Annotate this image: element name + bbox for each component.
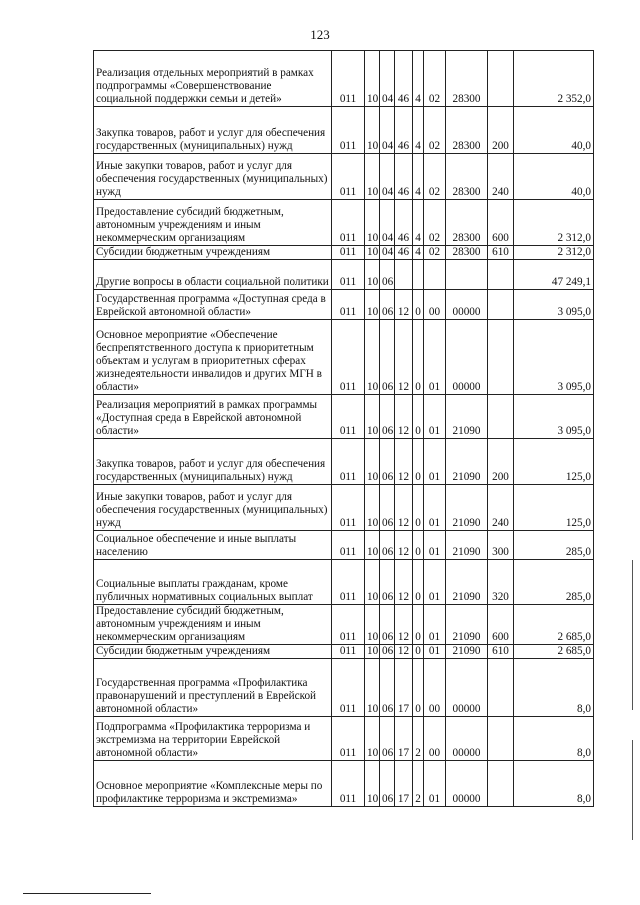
subprogram-code-cell: 0 — [413, 560, 424, 605]
row-name-cell: Государственная программа «Профилактика правонарушений и преступлений в Еврейской автономной области» — [94, 659, 332, 717]
subprogram-code-cell: 4 — [413, 51, 424, 107]
subprogram-code-cell: 0 — [413, 439, 424, 485]
event-code-cell: 01 — [424, 761, 446, 807]
expense-type-cell: 200 — [488, 439, 514, 485]
row-name-cell: Государственная программа «Доступная среда в Еврейской автономной области» — [94, 290, 332, 320]
subprogram-code-cell: 0 — [413, 485, 424, 531]
subprogram-code-cell: 0 — [413, 320, 424, 395]
subsection-code-cell: 06 — [380, 485, 395, 531]
section-code-cell: 10 — [365, 200, 380, 246]
program-code-cell: 12 — [395, 485, 413, 531]
scan-edge-mark — [632, 560, 633, 710]
subsection-code-cell: 06 — [380, 645, 395, 659]
row-name-cell: Закупка товаров, работ и услуг для обеспечения государственных (муниципальных) нужд — [94, 439, 332, 485]
expense-type-cell — [488, 290, 514, 320]
subsection-code-cell: 06 — [380, 659, 395, 717]
program-code-cell: 46 — [395, 51, 413, 107]
row-name-cell: Основное мероприятие «Обеспечение беспрепятственного доступа к приоритетным объектам и услугам в приоритетных сферах жизнедеятельности инвалидов и других МГН в области» — [94, 320, 332, 395]
section-code-cell: 10 — [365, 531, 380, 560]
program-code-cell: 12 — [395, 290, 413, 320]
program-code-cell: 12 — [395, 645, 413, 659]
subsection-code-cell: 04 — [380, 51, 395, 107]
row-name-cell: Закупка товаров, работ и услуг для обеспечения государственных (муниципальных) нужд — [94, 107, 332, 154]
expense-type-cell: 240 — [488, 154, 514, 200]
event-code-cell: 01 — [424, 320, 446, 395]
subprogram-code-cell: 0 — [413, 290, 424, 320]
subsection-code-cell: 06 — [380, 605, 395, 645]
subprogram-code-cell: 0 — [413, 645, 424, 659]
program-code-cell: 17 — [395, 717, 413, 761]
row-name-cell: Иные закупки товаров, работ и услуг для обеспечения государственных (муниципальных) нужд — [94, 485, 332, 531]
event-code-cell — [424, 260, 446, 290]
expense-type-cell: 610 — [488, 246, 514, 260]
table-body — [94, 51, 594, 807]
table-row — [94, 560, 594, 605]
table-row — [94, 51, 594, 107]
amount-cell: 285,0 — [514, 531, 594, 560]
program-code-cell: 17 — [395, 659, 413, 717]
direction-code-cell: 21090 — [446, 645, 488, 659]
table-row — [94, 531, 594, 560]
event-code-cell: 01 — [424, 485, 446, 531]
ministry-code-cell: 011 — [332, 154, 365, 200]
ministry-code-cell: 011 — [332, 51, 365, 107]
event-code-cell: 01 — [424, 439, 446, 485]
amount-cell: 2 312,0 — [514, 200, 594, 246]
subprogram-code-cell: 0 — [413, 605, 424, 645]
direction-code-cell: 00000 — [446, 717, 488, 761]
event-code-cell: 02 — [424, 154, 446, 200]
ministry-code-cell: 011 — [332, 605, 365, 645]
expense-type-cell — [488, 717, 514, 761]
ministry-code-cell: 011 — [332, 320, 365, 395]
amount-cell: 3 095,0 — [514, 395, 594, 439]
program-code-cell: 12 — [395, 560, 413, 605]
subsection-code-cell: 06 — [380, 320, 395, 395]
amount-cell: 8,0 — [514, 717, 594, 761]
section-code-cell: 10 — [365, 246, 380, 260]
row-name-cell: Субсидии бюджетным учреждениям — [94, 645, 332, 659]
table-row — [94, 659, 594, 717]
direction-code-cell: 00000 — [446, 761, 488, 807]
table-row — [94, 290, 594, 320]
direction-code-cell: 28300 — [446, 246, 488, 260]
expense-type-cell: 240 — [488, 485, 514, 531]
ministry-code-cell: 011 — [332, 717, 365, 761]
section-code-cell: 10 — [365, 659, 380, 717]
row-name-cell: Предоставление субсидий бюджетным, автономным учреждениям и иным некоммерческим организациям — [94, 605, 332, 645]
expense-type-cell: 600 — [488, 200, 514, 246]
row-name-cell: Социальное обеспечение и иные выплаты населению — [94, 531, 332, 560]
table-row — [94, 439, 594, 485]
amount-cell: 40,0 — [514, 154, 594, 200]
amount-cell: 40,0 — [514, 107, 594, 154]
subsection-code-cell: 04 — [380, 154, 395, 200]
event-code-cell: 01 — [424, 560, 446, 605]
subprogram-code-cell: 2 — [413, 717, 424, 761]
section-code-cell: 10 — [365, 717, 380, 761]
expense-type-cell — [488, 51, 514, 107]
amount-cell: 2 685,0 — [514, 645, 594, 659]
program-code-cell: 46 — [395, 107, 413, 154]
direction-code-cell: 28300 — [446, 200, 488, 246]
subsection-code-cell: 06 — [380, 395, 395, 439]
program-code-cell: 12 — [395, 395, 413, 439]
row-name-cell: Социальные выплаты гражданам, кроме публичных нормативных социальных выплат — [94, 560, 332, 605]
event-code-cell: 00 — [424, 290, 446, 320]
subsection-code-cell: 06 — [380, 260, 395, 290]
expense-type-cell: 200 — [488, 107, 514, 154]
expense-type-cell — [488, 320, 514, 395]
expense-type-cell — [488, 659, 514, 717]
ministry-code-cell: 011 — [332, 659, 365, 717]
section-code-cell: 10 — [365, 107, 380, 154]
amount-cell: 3 095,0 — [514, 290, 594, 320]
expense-type-cell: 300 — [488, 531, 514, 560]
table-row — [94, 200, 594, 246]
ministry-code-cell: 011 — [332, 290, 365, 320]
subsection-code-cell: 06 — [380, 761, 395, 807]
subsection-code-cell: 04 — [380, 200, 395, 246]
subprogram-code-cell: 4 — [413, 246, 424, 260]
expense-type-cell: 600 — [488, 605, 514, 645]
table-row — [94, 260, 594, 290]
row-name-cell: Основное мероприятие «Комплексные меры по профилактике терроризма и экстремизма» — [94, 761, 332, 807]
budget-table — [93, 50, 594, 807]
subprogram-code-cell: 0 — [413, 659, 424, 717]
ministry-code-cell: 011 — [332, 560, 365, 605]
amount-cell: 285,0 — [514, 560, 594, 605]
subsection-code-cell: 06 — [380, 531, 395, 560]
section-code-cell: 10 — [365, 485, 380, 531]
section-code-cell: 10 — [365, 560, 380, 605]
expense-type-cell: 320 — [488, 560, 514, 605]
amount-cell: 2 685,0 — [514, 605, 594, 645]
ministry-code-cell: 011 — [332, 107, 365, 154]
event-code-cell: 02 — [424, 107, 446, 154]
amount-cell: 125,0 — [514, 439, 594, 485]
table-row — [94, 107, 594, 154]
section-code-cell: 10 — [365, 439, 380, 485]
subprogram-code-cell: 0 — [413, 531, 424, 560]
direction-code-cell: 00000 — [446, 659, 488, 717]
row-name-cell: Субсидии бюджетным учреждениям — [94, 246, 332, 260]
table-row — [94, 485, 594, 531]
ministry-code-cell: 011 — [332, 246, 365, 260]
event-code-cell: 01 — [424, 645, 446, 659]
direction-code-cell: 21090 — [446, 531, 488, 560]
ministry-code-cell: 011 — [332, 531, 365, 560]
subprogram-code-cell: 4 — [413, 200, 424, 246]
ministry-code-cell: 011 — [332, 645, 365, 659]
direction-code-cell: 21090 — [446, 560, 488, 605]
event-code-cell: 02 — [424, 246, 446, 260]
section-code-cell: 10 — [365, 290, 380, 320]
expense-type-cell — [488, 395, 514, 439]
table-row — [94, 645, 594, 659]
page-number: 123 — [310, 27, 330, 42]
direction-code-cell: 28300 — [446, 154, 488, 200]
program-code-cell: 17 — [395, 761, 413, 807]
table-row — [94, 605, 594, 645]
table-row — [94, 320, 594, 395]
section-code-cell: 10 — [365, 605, 380, 645]
subsection-code-cell: 06 — [380, 560, 395, 605]
amount-cell: 8,0 — [514, 761, 594, 807]
program-code-cell: 12 — [395, 605, 413, 645]
subprogram-code-cell: 2 — [413, 761, 424, 807]
event-code-cell: 01 — [424, 395, 446, 439]
table-row — [94, 246, 594, 260]
direction-code-cell: 00000 — [446, 290, 488, 320]
program-code-cell: 12 — [395, 531, 413, 560]
amount-cell: 2 312,0 — [514, 246, 594, 260]
table-row — [94, 154, 594, 200]
section-code-cell: 10 — [365, 320, 380, 395]
direction-code-cell: 21090 — [446, 439, 488, 485]
ministry-code-cell: 011 — [332, 395, 365, 439]
program-code-cell: 46 — [395, 154, 413, 200]
row-name-cell: Иные закупки товаров, работ и услуг для обеспечения государственных (муниципальных) нужд — [94, 154, 332, 200]
scan-edge-mark — [632, 740, 633, 840]
section-code-cell: 10 — [365, 154, 380, 200]
program-code-cell — [395, 260, 413, 290]
expense-type-cell — [488, 761, 514, 807]
subsection-code-cell: 06 — [380, 439, 395, 485]
program-code-cell: 46 — [395, 246, 413, 260]
section-code-cell: 10 — [365, 645, 380, 659]
amount-cell: 2 352,0 — [514, 51, 594, 107]
subsection-code-cell: 04 — [380, 246, 395, 260]
amount-cell: 47 249,1 — [514, 260, 594, 290]
event-code-cell: 02 — [424, 51, 446, 107]
subprogram-code-cell: 0 — [413, 395, 424, 439]
table-row — [94, 395, 594, 439]
expense-type-cell: 610 — [488, 645, 514, 659]
direction-code-cell: 00000 — [446, 320, 488, 395]
ministry-code-cell: 011 — [332, 761, 365, 807]
row-name-cell: Подпрограмма «Профилактика терроризма и экстремизма на территории Еврейской автономной области» — [94, 717, 332, 761]
row-name-cell: Реализация отдельных мероприятий в рамках подпрограммы «Совершенствование социальной поддержки семьи и детей» — [94, 51, 332, 107]
amount-cell: 8,0 — [514, 659, 594, 717]
table-row — [94, 717, 594, 761]
section-code-cell: 10 — [365, 260, 380, 290]
subsection-code-cell: 06 — [380, 290, 395, 320]
footnote-rule — [23, 893, 151, 894]
amount-cell: 125,0 — [514, 485, 594, 531]
event-code-cell: 00 — [424, 659, 446, 717]
program-code-cell: 12 — [395, 439, 413, 485]
direction-code-cell: 28300 — [446, 51, 488, 107]
program-code-cell: 12 — [395, 320, 413, 395]
direction-code-cell: 28300 — [446, 107, 488, 154]
section-code-cell: 10 — [365, 395, 380, 439]
ministry-code-cell: 011 — [332, 439, 365, 485]
subsection-code-cell: 04 — [380, 107, 395, 154]
amount-cell: 3 095,0 — [514, 320, 594, 395]
subsection-code-cell: 06 — [380, 717, 395, 761]
event-code-cell: 01 — [424, 605, 446, 645]
row-name-cell: Предоставление субсидий бюджетным, автономным учреждениям и иным некоммерческим организациям — [94, 200, 332, 246]
expense-type-cell — [488, 260, 514, 290]
direction-code-cell: 21090 — [446, 605, 488, 645]
row-name-cell: Другие вопросы в области социальной политики — [94, 260, 332, 290]
direction-code-cell: 21090 — [446, 395, 488, 439]
direction-code-cell — [446, 260, 488, 290]
row-name-cell: Реализация мероприятий в рамках программы «Доступная среда в Еврейской автономной области» — [94, 395, 332, 439]
ministry-code-cell: 011 — [332, 260, 365, 290]
section-code-cell: 10 — [365, 761, 380, 807]
subprogram-code-cell: 4 — [413, 154, 424, 200]
direction-code-cell: 21090 — [446, 485, 488, 531]
subprogram-code-cell — [413, 260, 424, 290]
event-code-cell: 00 — [424, 717, 446, 761]
program-code-cell: 46 — [395, 200, 413, 246]
ministry-code-cell: 011 — [332, 485, 365, 531]
subprogram-code-cell: 4 — [413, 107, 424, 154]
section-code-cell: 10 — [365, 51, 380, 107]
event-code-cell: 02 — [424, 200, 446, 246]
table-row — [94, 761, 594, 807]
event-code-cell: 01 — [424, 531, 446, 560]
ministry-code-cell: 011 — [332, 200, 365, 246]
